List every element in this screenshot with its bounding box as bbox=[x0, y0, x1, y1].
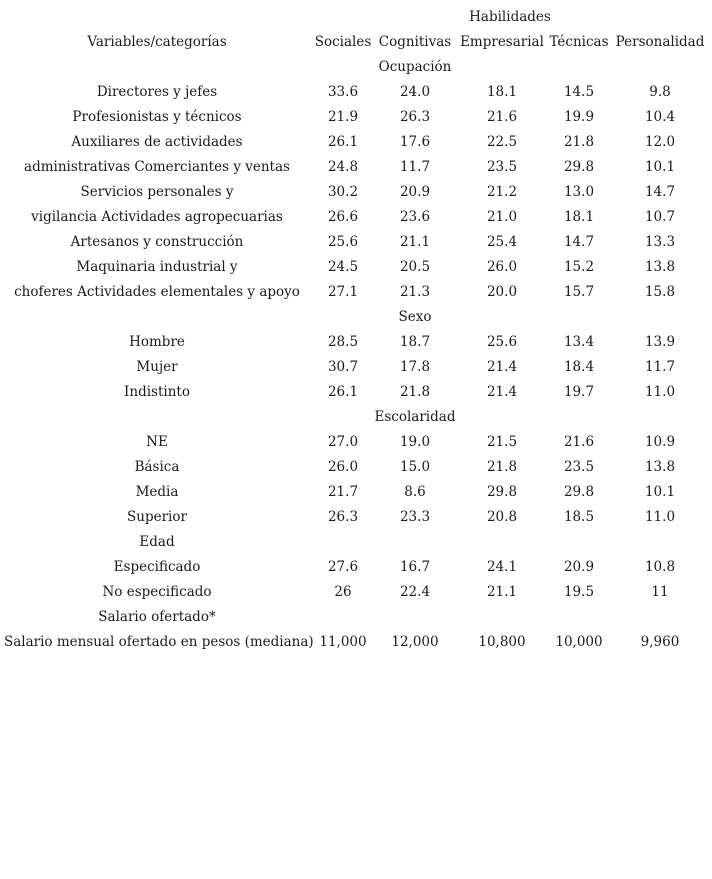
table-cell: 23.3 bbox=[399, 509, 431, 525]
row-label: Servicios personales y bbox=[80, 184, 234, 200]
table-cell: 23.6 bbox=[399, 209, 431, 225]
table-cell: 21.1 bbox=[399, 234, 431, 250]
table-cell: 30.2 bbox=[327, 184, 359, 200]
table-cell: 26.0 bbox=[327, 459, 359, 475]
table-row bbox=[0, 205, 712, 230]
table-cell: 26.3 bbox=[327, 509, 359, 525]
row-label: Mujer bbox=[136, 359, 178, 375]
table-cell: 13.3 bbox=[644, 234, 676, 250]
table-cell: 8.6 bbox=[404, 484, 426, 500]
table-cell: 27.6 bbox=[327, 559, 359, 575]
table-cell: 10.1 bbox=[644, 484, 676, 500]
table-row bbox=[0, 155, 712, 180]
table-cell: 17.8 bbox=[399, 359, 431, 375]
table-row bbox=[0, 130, 712, 155]
table-cell: 18.7 bbox=[399, 334, 431, 350]
table-cell: 10.8 bbox=[644, 559, 676, 575]
table-cell: 21.4 bbox=[486, 384, 518, 400]
table-cell: 18.1 bbox=[486, 84, 518, 100]
table-cell: 18.4 bbox=[563, 359, 595, 375]
table-cell: 11.7 bbox=[399, 159, 431, 175]
table-cell: 18.5 bbox=[563, 509, 595, 525]
skills-table bbox=[0, 5, 712, 655]
row-label: choferes Actividades elementales y apoyo bbox=[14, 284, 300, 300]
table-cell: 11.0 bbox=[644, 509, 676, 525]
table-cell: 21.1 bbox=[486, 584, 518, 600]
table-cell: 20.5 bbox=[399, 259, 431, 275]
table-cell: 23.5 bbox=[563, 459, 595, 475]
row-label: No especificado bbox=[102, 584, 212, 600]
table-cell: 10.7 bbox=[644, 209, 676, 225]
table-row bbox=[0, 105, 712, 130]
ocupacion-rows bbox=[0, 80, 712, 305]
col-header-tecnicas: Técnicas bbox=[549, 34, 609, 50]
table-cell: 15.2 bbox=[563, 259, 595, 275]
table-cell: 33.6 bbox=[327, 84, 359, 100]
table-cell: 21.8 bbox=[563, 134, 595, 150]
table-cell: 24.0 bbox=[399, 84, 431, 100]
table-cell: 24.8 bbox=[327, 159, 359, 175]
table-cell: 12.0 bbox=[644, 134, 676, 150]
section-title-edad: Edad bbox=[139, 534, 175, 550]
col-header-cognitivas: Cognitivas bbox=[378, 34, 452, 50]
table-cell: 27.1 bbox=[327, 284, 359, 300]
table-cell: 23.5 bbox=[486, 159, 518, 175]
table-cell: 19.0 bbox=[399, 434, 431, 450]
table-cell: 10.4 bbox=[644, 109, 676, 125]
row-label: vigilancia Actividades agropecuarias bbox=[31, 209, 283, 225]
table-cell: 16.7 bbox=[399, 559, 431, 575]
table-cell: 29.8 bbox=[563, 484, 595, 500]
row-label: NE bbox=[146, 434, 168, 450]
table-cell: 21.7 bbox=[327, 484, 359, 500]
table-cell: 21.6 bbox=[486, 109, 518, 125]
table-cell: 18.1 bbox=[563, 209, 595, 225]
table-cell: 26.1 bbox=[327, 384, 359, 400]
table-row bbox=[0, 630, 712, 655]
section-title-ocupacion: Ocupación bbox=[378, 59, 452, 75]
table-cell: 11.0 bbox=[644, 384, 676, 400]
table-cell: 13.8 bbox=[644, 259, 676, 275]
section-title-salario: Salario ofertado* bbox=[98, 609, 216, 625]
table-cell: 25.6 bbox=[486, 334, 518, 350]
table-cell: 11.7 bbox=[644, 359, 676, 375]
table-row bbox=[0, 180, 712, 205]
section-title-sexo: Sexo bbox=[398, 309, 432, 325]
row-label: Media bbox=[135, 484, 179, 500]
row-label: Salario mensual ofertado en pesos (mediana) bbox=[4, 634, 314, 650]
table-cell: 20.8 bbox=[486, 509, 518, 525]
row-label: Hombre bbox=[129, 334, 185, 350]
table-cell: 11,000 bbox=[319, 634, 367, 650]
table-cell: 22.4 bbox=[399, 584, 431, 600]
table-cell: 28.5 bbox=[327, 334, 359, 350]
escolaridad-rows bbox=[0, 430, 712, 530]
table-cell: 24.5 bbox=[327, 259, 359, 275]
table-cell: 20.9 bbox=[399, 184, 431, 200]
table-cell: 21.0 bbox=[486, 209, 518, 225]
table-cell: 9.8 bbox=[649, 84, 671, 100]
table-cell: 15.7 bbox=[563, 284, 595, 300]
table-cell: 14.5 bbox=[563, 84, 595, 100]
table-cell: 26.1 bbox=[327, 134, 359, 150]
sexo-rows bbox=[0, 330, 712, 405]
table-cell: 13.0 bbox=[563, 184, 595, 200]
table-cell: 15.0 bbox=[399, 459, 431, 475]
table-row bbox=[0, 330, 712, 355]
table-cell: 26 bbox=[334, 584, 352, 600]
section-title-row bbox=[0, 530, 712, 555]
row-label: Básica bbox=[134, 459, 180, 475]
table-cell: 19.7 bbox=[563, 384, 595, 400]
table-row bbox=[0, 380, 712, 405]
table-row bbox=[0, 455, 712, 480]
table-row bbox=[0, 505, 712, 530]
table-row bbox=[0, 580, 712, 605]
table-row bbox=[0, 355, 712, 380]
table-cell: 30.7 bbox=[327, 359, 359, 375]
table-cell: 21.8 bbox=[399, 384, 431, 400]
header-group-row bbox=[0, 5, 712, 30]
table-cell: 14.7 bbox=[563, 234, 595, 250]
table-cell: 26.0 bbox=[486, 259, 518, 275]
table-row bbox=[0, 430, 712, 455]
table-cell: 24.1 bbox=[486, 559, 518, 575]
table-cell: 21.9 bbox=[327, 109, 359, 125]
row-label: Directores y jefes bbox=[96, 84, 218, 100]
skills-group-header: Habilidades bbox=[469, 9, 551, 25]
section-title-row bbox=[0, 605, 712, 630]
table-row bbox=[0, 230, 712, 255]
table-cell: 15.8 bbox=[644, 284, 676, 300]
header-row bbox=[0, 30, 712, 55]
table-cell: 26.3 bbox=[399, 109, 431, 125]
row-label: Especificado bbox=[113, 559, 201, 575]
row-label: Superior bbox=[127, 509, 187, 525]
table-cell: 9,960 bbox=[640, 634, 680, 650]
table-row bbox=[0, 80, 712, 105]
table-cell: 29.8 bbox=[563, 159, 595, 175]
col-header-empresarial: Empresarial bbox=[460, 34, 544, 50]
variables-header: Variables/categorías bbox=[87, 34, 227, 50]
table-row bbox=[0, 280, 712, 305]
section-title-escolaridad: Escolaridad bbox=[374, 409, 456, 425]
table-cell: 21.2 bbox=[486, 184, 518, 200]
table-cell: 29.8 bbox=[486, 484, 518, 500]
table-cell: 26.6 bbox=[327, 209, 359, 225]
table-row bbox=[0, 480, 712, 505]
section-title-row bbox=[0, 405, 712, 430]
table-cell: 20.0 bbox=[486, 284, 518, 300]
row-label: Artesanos y construcción bbox=[70, 234, 244, 250]
table-cell: 10,000 bbox=[555, 634, 603, 650]
table-cell: 25.6 bbox=[327, 234, 359, 250]
row-label: Profesionistas y técnicos bbox=[72, 109, 242, 125]
table-cell: 20.9 bbox=[563, 559, 595, 575]
table-cell: 13.9 bbox=[644, 334, 676, 350]
row-label: administrativas Comerciantes y ventas bbox=[24, 159, 290, 175]
table-cell: 21.8 bbox=[486, 459, 518, 475]
col-header-sociales: Sociales bbox=[314, 34, 372, 50]
table-cell: 25.4 bbox=[486, 234, 518, 250]
section-title-row bbox=[0, 305, 712, 330]
section-title-row bbox=[0, 55, 712, 80]
table-cell: 27.0 bbox=[327, 434, 359, 450]
row-label: Auxiliares de actividades bbox=[71, 134, 243, 150]
table-cell: 11 bbox=[651, 584, 669, 600]
table-cell: 13.4 bbox=[563, 334, 595, 350]
table-cell: 10.9 bbox=[644, 434, 676, 450]
table-cell: 21.6 bbox=[563, 434, 595, 450]
edad-rows bbox=[0, 555, 712, 605]
row-label: Indistinto bbox=[124, 384, 190, 400]
table-cell: 10,800 bbox=[478, 634, 526, 650]
table-cell: 21.5 bbox=[486, 434, 518, 450]
table-cell: 14.7 bbox=[644, 184, 676, 200]
salario-rows bbox=[0, 630, 712, 655]
table-cell: 19.9 bbox=[563, 109, 595, 125]
row-label: Maquinaria industrial y bbox=[76, 259, 238, 275]
table-row bbox=[0, 555, 712, 580]
table-row bbox=[0, 255, 712, 280]
table-cell: 13.8 bbox=[644, 459, 676, 475]
table-cell: 19.5 bbox=[563, 584, 595, 600]
table-cell: 21.3 bbox=[399, 284, 431, 300]
table-cell: 22.5 bbox=[486, 134, 518, 150]
table-cell: 17.6 bbox=[399, 134, 431, 150]
table-cell: 10.1 bbox=[644, 159, 676, 175]
table-cell: 12,000 bbox=[391, 634, 439, 650]
col-header-personalidad: Personalidad bbox=[615, 34, 705, 50]
table-cell: 21.4 bbox=[486, 359, 518, 375]
